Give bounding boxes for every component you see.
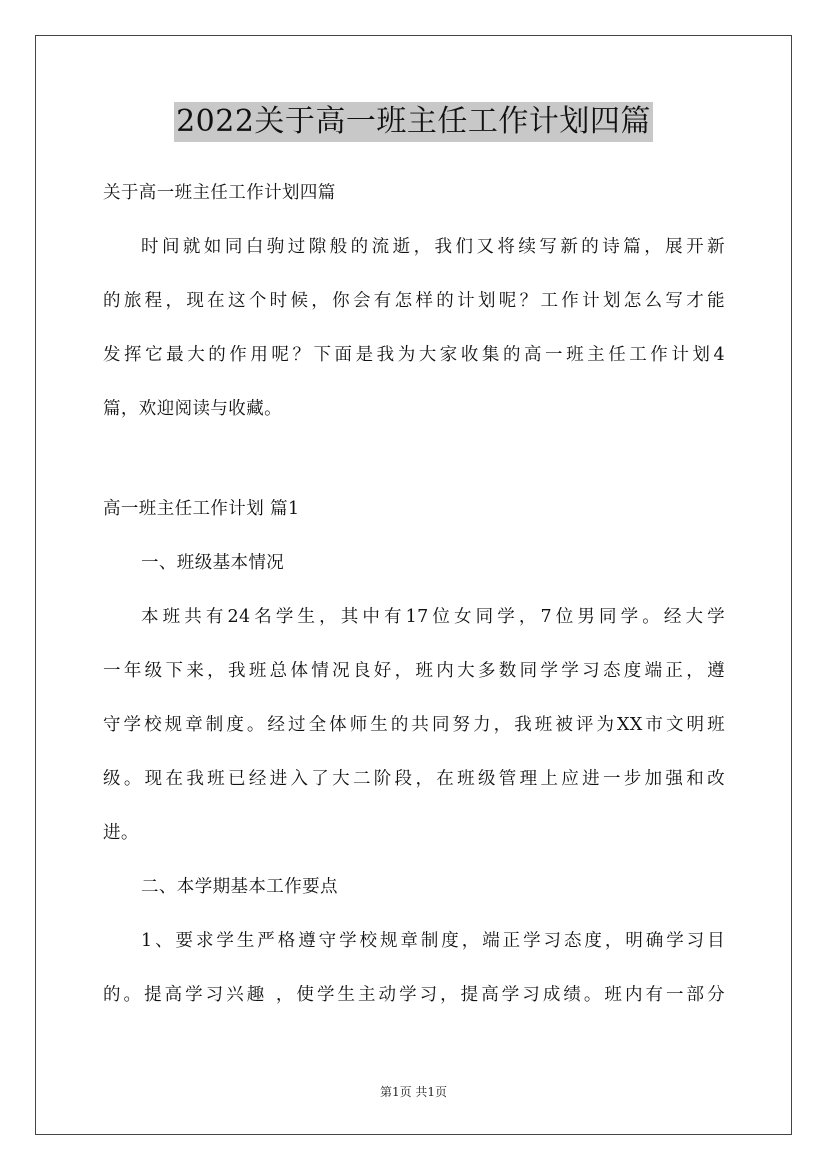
page-footer [0, 1083, 827, 1100]
paragraph-line: 进。 [103, 823, 139, 843]
document-title: 2022关于高一班主任工作计划四篇 [174, 102, 653, 142]
page-number: 第1页 共1页 [379, 1085, 448, 1099]
paragraph-line: 一年级下来，我班总体情况良好，班内大多数同学学习态度端正，遵 [103, 661, 725, 681]
document-title-wrap [0, 102, 827, 142]
paragraph-line: 守学校规章制度。经过全体师生的共同努力，我班被评为XX市文明班 [103, 715, 725, 735]
paragraph-line: 本班共有24名学生，其中有17位女同学，7位男同学。经大学 [141, 607, 725, 627]
heading-basic-info: 一、班级基本情况 [141, 553, 285, 573]
section-heading: 高一班主任工作计划 篇1 [103, 499, 300, 519]
paragraph-line: 级。现在我班已经进入了大二阶段，在班级管理上应进一步加强和改 [103, 769, 725, 789]
subtitle: 关于高一班主任工作计划四篇 [103, 183, 336, 203]
spacer [103, 436, 725, 482]
document-body [103, 166, 725, 1022]
heading-work-points: 二、本学期基本工作要点 [141, 877, 338, 897]
intro-line: 时间就如同白驹过隙般的流逝，我们又将续写新的诗篇，展开新 [141, 237, 725, 257]
paragraph-line: 的。提高学习兴趣 ，使学生主动学习，提高学习成绩。班内有一部分 [103, 985, 725, 1005]
intro-line: 发挥它最大的作用呢？下面是我为大家收集的高一班主任工作计划4 [103, 345, 725, 365]
paragraph-line: 1、要求学生严格遵守学校规章制度，端正学习态度，明确学习目 [141, 931, 725, 951]
intro-line: 篇，欢迎阅读与收藏。 [103, 399, 282, 419]
intro-line: 的旅程，现在这个时候，你会有怎样的计划呢？工作计划怎么写才能 [103, 291, 725, 311]
